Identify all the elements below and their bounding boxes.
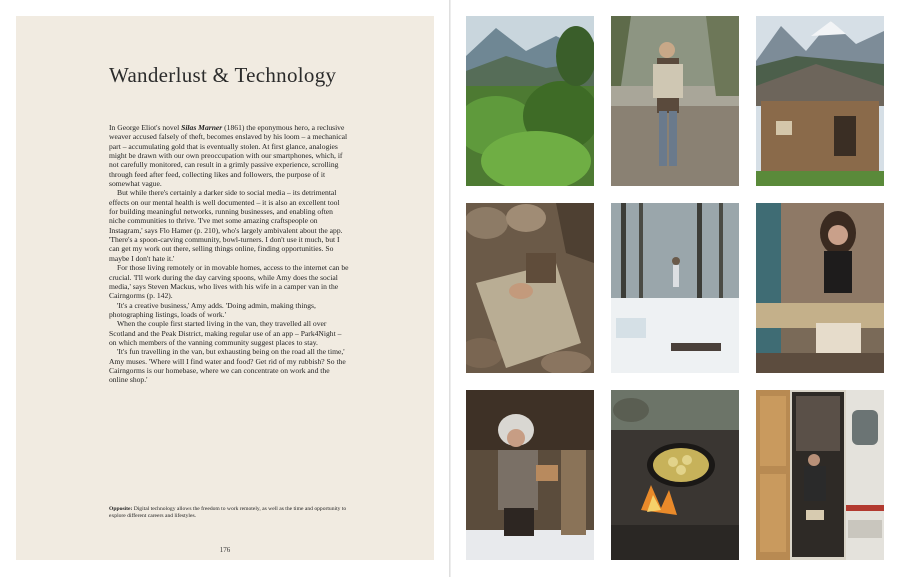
- paragraph-5: When the couple first started living in the van, they travelled all over Scotland and the Peak District, making regular use of an app – Park4Night – on which members of the vanning community suggest places to stay.: [109, 319, 342, 347]
- photo-campfire-cooking: [611, 390, 739, 560]
- book-title: Silas Marner: [181, 123, 223, 132]
- article-body: [109, 123, 349, 385]
- photo-man-chopping-wood-snow: [466, 390, 594, 560]
- photo-camper-van-doorway: [756, 390, 884, 560]
- paragraph-3: For those living remotely or in movable homes, access to the internet can be crucial. 'I'll work during the day carving spoons, while Amy does the social media,' says Steven Mackus, who lives with his wife in a camper van in the Cairngorms (p. 142).: [109, 263, 349, 301]
- paragraph-4: 'It's a creative business,' Amy adds. 'Doing admin, making things, photographing listings, loads of work.': [109, 300, 316, 319]
- right-page: [451, 0, 900, 577]
- caption-text: Digital technology allows the freedom to work remotely, as well as the time and opportunity to explore different careers and lifestyles.: [109, 506, 347, 519]
- photo-snowy-forest-figure: [611, 203, 739, 373]
- photo-hands-weaving-stones: [466, 203, 594, 373]
- photo-woman-basket-weaving: [756, 203, 884, 373]
- photo-garden-mountains: [466, 16, 594, 186]
- paragraph-2: But while there's certainly a darker side to social media – its detrimental effects on our mental health is well documented – it is also an excellent tool for building meaningful networks, running businesses, and enabling often niche communities to thrive. 'I've met some amazing craftspeople on Instagram,' says Flo Hamer (p. 210), who's largely ambivalent about the app. 'There's a spoon-carving community, bowl-turners. I don't use it much, but I can get my work out there, selling things online, finding opportunities. So maybe I don't hate it.': [109, 188, 343, 263]
- text-panel: [16, 16, 434, 560]
- caption-label: Opposite:: [109, 506, 133, 512]
- photo-caption: [109, 506, 349, 520]
- photo-alpine-cabin: [756, 16, 884, 186]
- page-title: Wanderlust & Technology: [109, 63, 337, 87]
- photo-man-with-blanket: [611, 16, 739, 186]
- page-number: 176: [219, 546, 231, 554]
- paragraph-6: 'It's fun travelling in the van, but exhausting being on the road all the time,' Amy muses. 'Where will I find water and food? Get rid of my rubbish? So the Cairngorms is our homebase, where we can concentrate on work and the online shop.': [109, 347, 346, 385]
- paragraph-1: In George Eliot's novel Silas Marner (1861) the eponymous hero, a reclusive weaver accused falsely of theft, becomes enslaved by his loom – a mechanical part – accumulating gold that is eventually stolen. At first glance, analogies might be drawn with our own preoccupation with our smartphones, which, if not carefully monitored, can result in a grimly passive experience, scrolling through feed after feed, collecting likes and followers, the purpose of it somewhat vague.: [109, 123, 348, 189]
